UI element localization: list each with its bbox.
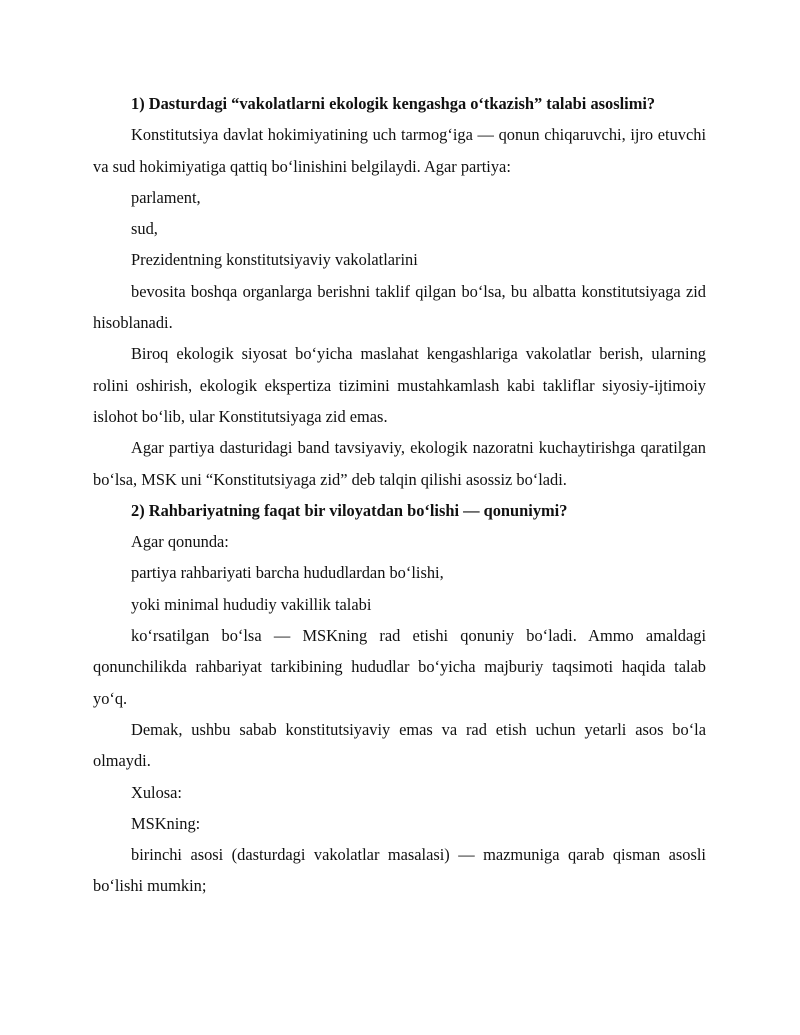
paragraph-current-legislation: ko‘rsatilgan bo‘lsa — MSKning rad etishi qonuniy bo‘ladi. Ammo amaldagi qonunchilikda rahbariyat tarkibining hududlar bo‘yicha majburiy taqsimoti haqida talab yo‘q. — [93, 626, 706, 708]
list-item-court: sud, — [131, 219, 158, 239]
heading-question-2: 2) Rahbariyatning faqat bir viloyatdan bo‘lishi — qonuniymi? — [131, 500, 568, 520]
paragraph-first-ground: birinchi asosi (dasturdagi vakolatlar masalasi) — mazmuniga qarab qisman asosli bo‘lishi mumkin; — [93, 845, 706, 896]
paragraph-ecological-councils: Biroq ekologik siyosat bo‘yicha maslahat kengashlariga vakolatlar berish, ularning rolini oshirish, ekologik ekspertiza tizimini mustahkamlash kabi takliflar siyosiy-ijtimoiy islohot bo‘lib, ular Konstitutsiyaga zid emas. — [93, 344, 706, 426]
conclusion-label: Xulosa: — [131, 782, 182, 802]
list-item-minimal-representation: yoki minimal hududiy vakillik talabi — [131, 594, 372, 614]
list-item-president-powers: Prezidentning konstitutsiyaviy vakolatlarini — [131, 250, 418, 270]
paragraph-if-law: Agar qonunda: — [131, 532, 229, 552]
paragraph-constitution-branches: Konstitutsiya davlat hokimiyatining uch tarmog‘iga — qonun chiqaruvchi, ijro etuvchi va sud hokimiyatiga qattiq bo‘linishini belgilaydi. Agar partiya: — [93, 125, 706, 176]
list-item-parliament: parlament, — [131, 187, 201, 207]
document-page — [93, 88, 706, 902]
list-item-all-regions: partiya rahbariyati barcha hududlardan bo‘lishi, — [131, 563, 444, 583]
paragraph-advisory-clause: Agar partiya dasturidagi band tavsiyaviy, ekologik nazoratni kuchaytirishga qaratilgan bo‘lsa, MSK uni “Konstitutsiyaga zid” deb talqin qilishi asossiz bo‘ladi. — [93, 438, 706, 489]
paragraph-msk: MSKning: — [131, 813, 201, 833]
paragraph-unconstitutional: bevosita boshqa organlarga berishni taklif qilgan bo‘lsa, bu albatta konstitutsiyaga zid hisoblanadi. — [93, 281, 706, 333]
heading-question-1: 1) Dasturdagi “vakolatlarni ekologik kengashga o‘tkazish” talabi asoslimi? — [131, 94, 656, 113]
paragraph-therefore: Demak, ushbu sabab konstitutsiyaviy emas va rad etish uchun yetarli asos bo‘la olmaydi. — [93, 719, 706, 771]
